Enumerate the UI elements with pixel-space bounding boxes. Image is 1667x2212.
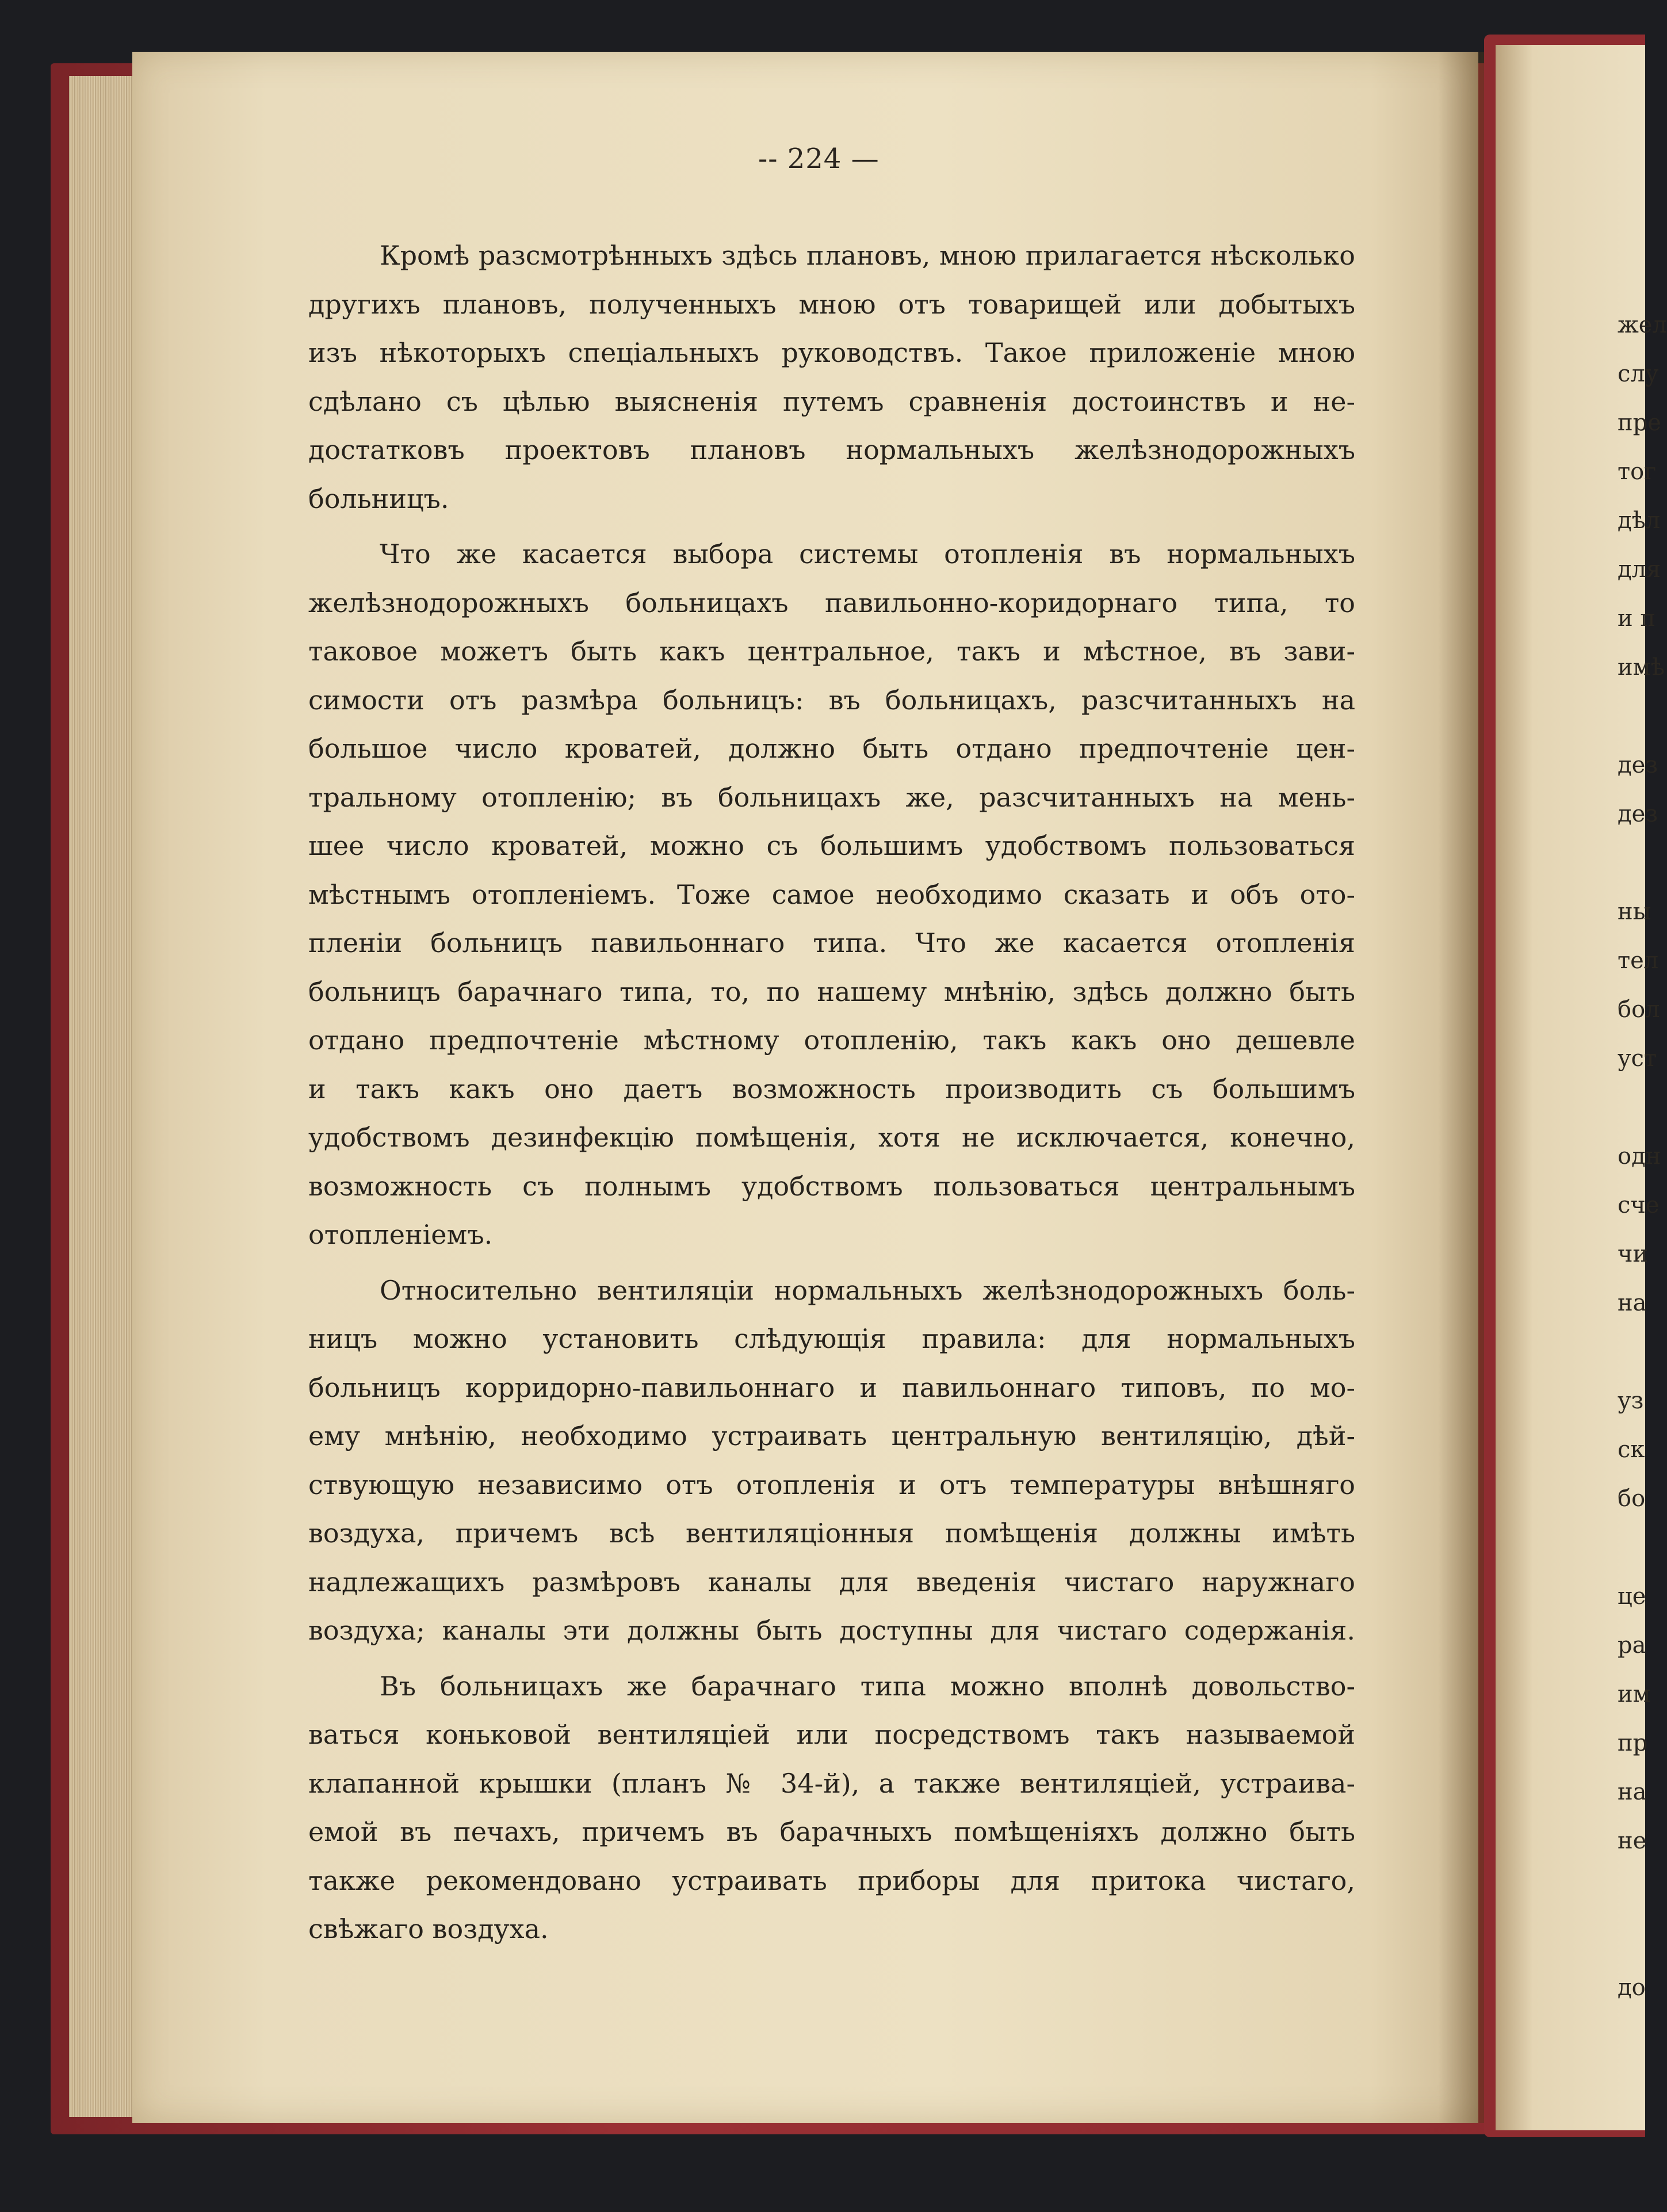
paragraph xyxy=(308,231,1355,523)
text-line: ваться коньковой вентиляціей или посредствомъ такъ называемой xyxy=(308,1719,1355,1750)
facing-fragment: для xyxy=(1618,556,1661,583)
text-line: свѣжаго воздуха. xyxy=(308,1913,549,1944)
text-line: клапанной крышки (планъ № 34-й), а также вентиляціей, устраива- xyxy=(308,1767,1355,1799)
facing-fragment: ск xyxy=(1618,1437,1645,1463)
facing-fragment: це xyxy=(1618,1583,1646,1610)
text-line: возможность съ полнымъ удобствомъ пользоваться центральнымъ xyxy=(308,1170,1355,1202)
text-line: сдѣлано съ цѣлью выясненія путемъ сравненія достоинствъ и не- xyxy=(308,385,1355,417)
facing-fragment: сче xyxy=(1618,1192,1660,1218)
facing-fragment: дез xyxy=(1618,801,1658,827)
text-line: надлежащихъ размѣровъ каналы для введенія чистаго наружнаго xyxy=(308,1566,1355,1598)
facing-fragment: ра xyxy=(1618,1632,1646,1659)
text-line: отдано предпочтеніе мѣстному отопленію, такъ какъ оно дешевле xyxy=(308,1025,1355,1056)
text-line: достатковъ проектовъ плановъ нормальныхъ желѣзнодорожныхъ xyxy=(308,434,1355,465)
text-line: больницъ корридорно-павильоннаго и павильоннаго типовъ, по мо- xyxy=(308,1371,1355,1403)
text-line: удобствомъ дезинфекцію помѣщенія, хотя не исключается, конечно, xyxy=(308,1122,1355,1153)
text-line: воздуха, причемъ всѣ вентиляціонныя помѣщенія должны имѣть xyxy=(308,1518,1355,1549)
text-line: пленіи больницъ павильоннаго типа. Что же касается отопленія xyxy=(308,927,1355,958)
text-line: Что же касается выбора системы отопленія въ нормальныхъ xyxy=(380,538,1355,570)
text-line: таковое можетъ быть какъ центральное, такъ и мѣстное, въ зави- xyxy=(308,636,1355,667)
text-line: емой въ печахъ, причемъ въ барачныхъ помѣщеніяхъ должно быть xyxy=(308,1816,1355,1847)
facing-fragment: имѣ xyxy=(1618,654,1665,681)
facing-fragment: ны xyxy=(1618,899,1651,925)
text-line: и такъ какъ оно даетъ возможность производить съ большимъ xyxy=(308,1073,1355,1105)
facing-fragment: уст xyxy=(1618,1045,1657,1072)
facing-fragment: слу xyxy=(1618,361,1659,387)
facing-fragment: пре xyxy=(1618,410,1661,436)
page-edges xyxy=(69,76,138,2117)
text-line: также рекомендовано устраивать приборы для притока чистаго, xyxy=(308,1865,1355,1896)
text-line: шее число кроватей, можно съ большимъ удобствомъ пользоваться xyxy=(308,830,1355,861)
text-line: Кромѣ разсмотрѣнныхъ здѣсь плановъ, мною прилагается нѣсколько xyxy=(380,240,1355,271)
facing-fragment: тог xyxy=(1618,459,1657,485)
facing-fragment: и п xyxy=(1618,605,1656,632)
page-number: -- 224 — xyxy=(758,143,880,175)
facing-fragment: им xyxy=(1618,1681,1651,1707)
text-line: ствующую независимо отъ отопленія и отъ температуры внѣшняго xyxy=(308,1469,1355,1500)
paragraph xyxy=(308,1662,1355,1954)
facing-fragment: жел xyxy=(1618,312,1667,338)
text-line: воздуха; каналы эти должны быть доступны для чистаго содержанія. xyxy=(308,1615,1355,1646)
text-line: желѣзнодорожныхъ больницахъ павильонно-коридорнаго типа, то xyxy=(308,587,1355,618)
paragraph xyxy=(308,1266,1355,1655)
text-line: отопленіемъ. xyxy=(308,1219,493,1250)
page-text xyxy=(308,231,1355,1961)
text-line: Въ больницахъ же барачнаго типа можно вполнѣ довольство- xyxy=(380,1670,1355,1702)
paragraph xyxy=(308,530,1355,1259)
text-line: другихъ плановъ, полученныхъ мною отъ товарищей или добытыхъ xyxy=(308,288,1355,320)
text-line: большое число кроватей, должно быть отдано предпочтеніе цен- xyxy=(308,733,1355,764)
text-line: больницъ. xyxy=(308,483,449,514)
facing-fragment: до xyxy=(1618,1974,1646,2001)
text-line: ницъ можно установить слѣдующія правила: для нормальныхъ xyxy=(308,1323,1355,1354)
facing-fragment: не xyxy=(1618,1828,1647,1854)
text-line: Относительно вентиляціи нормальныхъ желѣзнодорожныхъ боль- xyxy=(380,1274,1355,1306)
facing-fragment: дез xyxy=(1618,752,1658,778)
facing-fragment: бо xyxy=(1618,1485,1646,1512)
text-line: симости отъ размѣра больницъ: въ больницахъ, разсчитанныхъ на xyxy=(308,684,1355,716)
text-line: тральному отопленію; въ больницахъ же, разсчитанныхъ на мень- xyxy=(308,781,1355,813)
facing-fragment: одн xyxy=(1618,1143,1661,1170)
facing-fragment: дѣл xyxy=(1618,507,1661,534)
facing-fragment: чи xyxy=(1618,1241,1649,1267)
facing-page xyxy=(1496,45,1648,2130)
facing-fragment: уз xyxy=(1618,1388,1644,1414)
text-line: мѣстнымъ отопленіемъ. Тоже самое необходимо сказать и объ ото- xyxy=(308,878,1355,910)
facing-fragment: на xyxy=(1618,1290,1647,1316)
text-line: ему мнѣнію, необходимо устраивать центральную вентиляцію, дѣй- xyxy=(308,1420,1355,1451)
facing-fragment: на xyxy=(1618,1779,1647,1805)
facing-fragment: бол xyxy=(1618,996,1660,1023)
text-line: больницъ барачнаго типа, то, по нашему мнѣнію, здѣсь должно быть xyxy=(308,976,1355,1007)
facing-fragment: тел xyxy=(1618,948,1659,974)
text-line: изъ нѣкоторыхъ спеціальныхъ руководствъ. Такое приложеніе мною xyxy=(308,337,1355,368)
facing-fragment: пр xyxy=(1618,1730,1648,1756)
